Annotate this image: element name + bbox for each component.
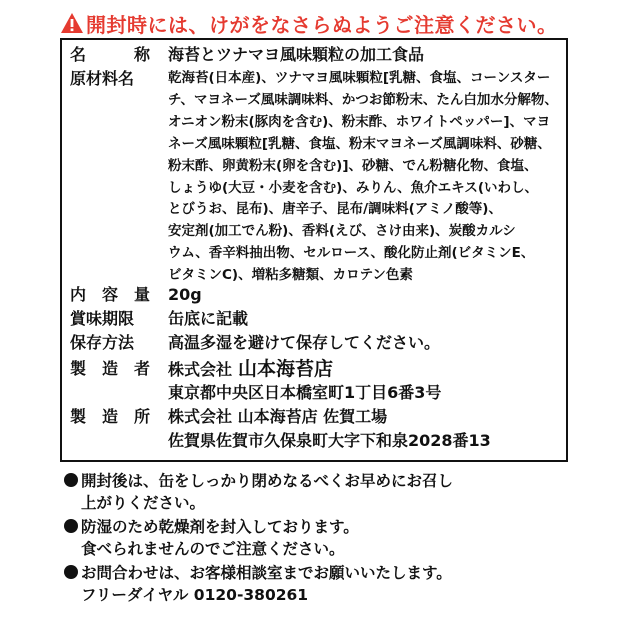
manufacturer-label: 製 造 者 bbox=[70, 359, 150, 378]
note-item bbox=[64, 562, 452, 584]
factory-label: 製 造 所 bbox=[70, 407, 150, 426]
note-line: 食べられませんのでご注意ください。 bbox=[81, 540, 345, 558]
note-line: お問合わせは、お客様相談室までお願いいたします。 bbox=[81, 564, 452, 582]
manufacturer-company bbox=[168, 358, 558, 381]
content-value: 20g bbox=[168, 285, 202, 304]
ingredients-line: ビタミンC)、増粘多糖類、カロテン色素 bbox=[168, 267, 413, 284]
name-label: 名 称 bbox=[70, 45, 150, 64]
note-line: 開封後は、缶をしっかり閉めなるべくお早めにお召し bbox=[81, 472, 454, 490]
ingredients-line: 粉末酢、卵黄粉末(卵を含む)]、砂糖、でん粉糖化物、食塩、 bbox=[168, 157, 538, 174]
ingredients-label: 原材料名 bbox=[70, 69, 135, 88]
ingredients-line: ウム、香辛料抽出物、セルロース、酸化防止剤(ビタミンE、 bbox=[168, 245, 535, 262]
food-label-table bbox=[60, 38, 568, 462]
note-item bbox=[64, 470, 453, 492]
factory-name: 株式会社 山本海苔店 佐賀工場 bbox=[168, 407, 388, 426]
warning-text: 開封時には、けがをなさらぬようご注意ください。 bbox=[86, 12, 558, 37]
free-dial: フリーダイヤル 0120-380261 bbox=[81, 586, 309, 604]
warning-triangle-icon bbox=[60, 12, 84, 34]
ingredients-line: 乾海苔(日本産)、ツナマヨ風味顆粒[乳糖、食塩、コーンスター bbox=[168, 70, 551, 86]
storage-label: 保存方法 bbox=[70, 333, 135, 352]
best-before-value: 缶底に記載 bbox=[168, 309, 249, 328]
ingredients-line: とびうお、昆布)、唐辛子、昆布/調味料(アミノ酸等)、 bbox=[168, 201, 502, 218]
note-item bbox=[64, 516, 359, 538]
storage-value: 高温多湿を避けて保存してください。 bbox=[168, 333, 441, 352]
note-line: 上がりください。 bbox=[81, 494, 206, 512]
manufacturer-address: 東京都中央区日本橋室町1丁目6番3号 bbox=[168, 383, 442, 402]
warning-banner bbox=[60, 10, 558, 36]
bullet-icon bbox=[64, 473, 78, 487]
name-value: 海苔とツナマヨ風味顆粒の加工食品 bbox=[168, 45, 425, 64]
best-before-label: 賞味期限 bbox=[70, 309, 135, 328]
ingredients-line: チ、マヨネーズ風味調味料、かつお節粉末、たん白加水分解物、 bbox=[168, 91, 558, 108]
bullet-icon bbox=[64, 565, 78, 579]
bullet-icon bbox=[64, 519, 78, 533]
ingredients-line: 安定剤(加工でん粉)、香料(えび、さけ由来)、炭酸カルシ bbox=[168, 223, 516, 240]
manufacturer-company-type: 株式会社 bbox=[168, 360, 233, 379]
note-line: 防湿のため乾燥剤を封入しております。 bbox=[81, 518, 359, 536]
ingredients-line: しょうゆ(大豆・小麦を含む)、みりん、魚介エキス(いわし、 bbox=[168, 179, 539, 196]
ingredients-value bbox=[168, 68, 558, 287]
ingredients-line: オニオン粉末(豚肉を含む)、粉末酢、ホワイトペッパー]、マヨ bbox=[168, 113, 551, 130]
ingredients-line: ネーズ風味顆粒[乳糖、食塩、粉末マヨネーズ風調味料、砂糖、 bbox=[168, 135, 551, 152]
content-label: 内 容 量 bbox=[70, 285, 150, 304]
manufacturer-company-name: 山本海苔店 bbox=[238, 358, 334, 380]
factory-address: 佐賀県佐賀市久保泉町大字下和泉2028番13 bbox=[168, 431, 491, 450]
